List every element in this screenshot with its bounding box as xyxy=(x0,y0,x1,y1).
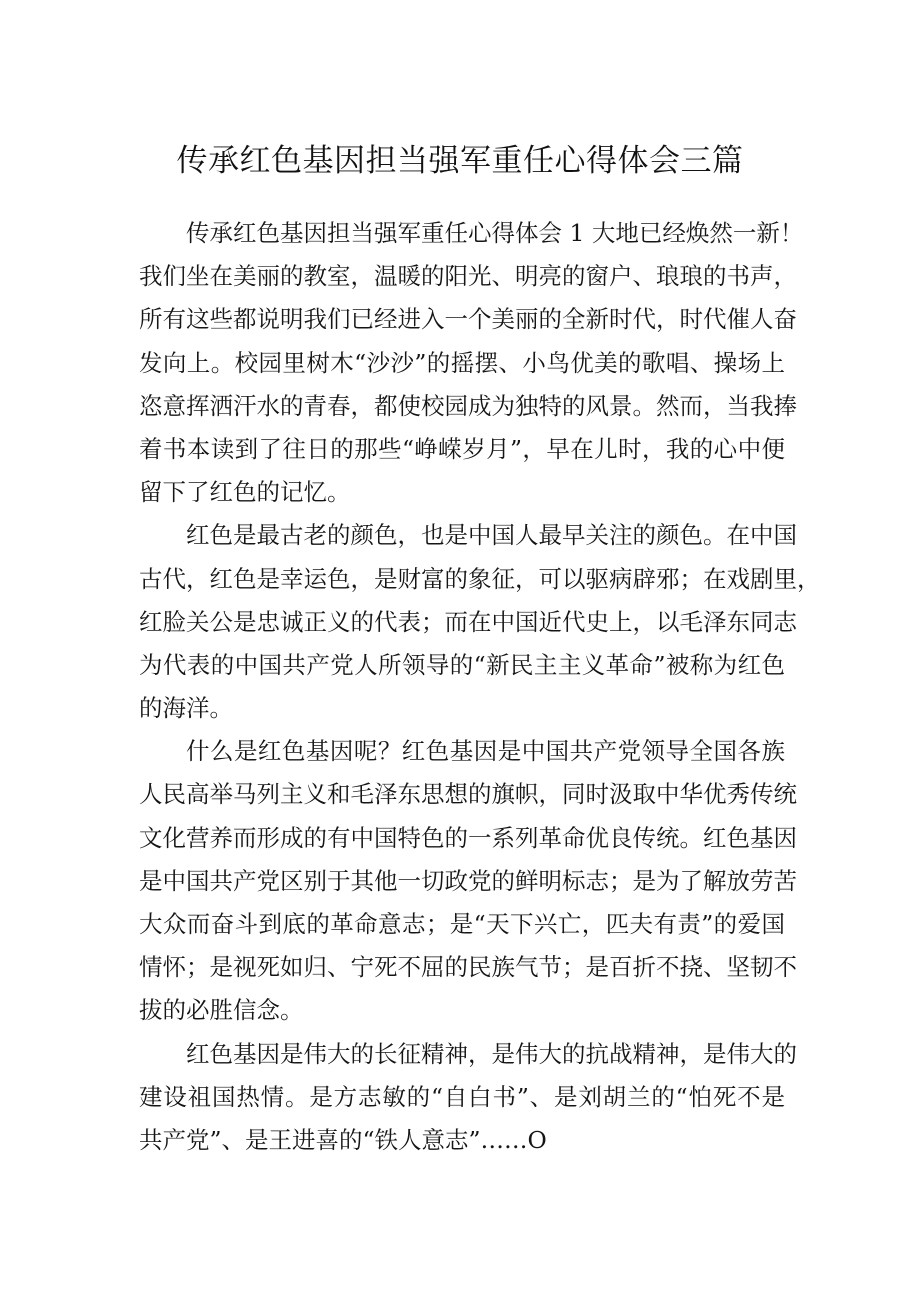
text-line: 是中国共产党区别于其他一切政党的鲜明标志；是为了解放劳苦 xyxy=(139,866,797,895)
text-line: 情怀；是视死如归、宁死不屈的民族气节；是百折不挠、坚韧不 xyxy=(139,953,797,982)
paragraph-3 xyxy=(139,730,797,1032)
text-line: 大众而奋斗到底的革命意志；是“天下兴亡，匹夫有责”的爱国 xyxy=(139,910,785,938)
text-line: 着书本读到了往日的那些“峥嵘岁月”，早在儿时，我的心中便 xyxy=(139,434,785,463)
text-line: 发向上。校园里树木“沙沙”的摇摆、小鸟优美的歌唱、操场上 xyxy=(139,348,785,377)
paragraph-2 xyxy=(139,514,821,730)
text-line: 的海洋。 xyxy=(139,694,233,723)
text-line: 古代，红色是幸运色，是财富的象征，可以驱病辟邪；在戏剧里， xyxy=(139,564,821,593)
document-body xyxy=(139,212,821,1162)
paragraph-4 xyxy=(139,1033,797,1163)
text-line: 所有这些都说明我们已经进入一个美丽的全新时代，时代催人奋 xyxy=(139,305,797,334)
paragraph-1 xyxy=(139,212,804,514)
text-line: 留下了红色的记忆。 xyxy=(139,478,351,507)
text-line: 共产党”、是王进喜的“铁人意志”……O xyxy=(139,1125,547,1154)
text-line: 文化营养而形成的有中国特色的一系列革命优良传统。红色基因 xyxy=(139,823,797,852)
text-line: 什么是红色基因呢？红色基因是中国共产党领导全国各族 xyxy=(186,737,785,766)
text-line: 建设祖国热情。是方志敏的“自白书”、是刘胡兰的“怕死不是 xyxy=(139,1082,785,1111)
text-line: 恣意挥洒汗水的青春，都使校园成为独特的风景。然而，当我捧 xyxy=(139,391,797,420)
text-line: 红色基因是伟大的长征精神，是伟大的抗战精神，是伟大的 xyxy=(186,1039,797,1068)
text-line: 传承红色基因担当强军重任心得体会 1 大地已经焕然一新！ xyxy=(186,219,804,247)
text-line: 人民高举马列主义和毛泽东思想的旗帜，同时汲取中华优秀传统 xyxy=(139,780,797,809)
text-line: 为代表的中国共产党人所领导的“新民主主义革命”被称为红色 xyxy=(139,650,785,679)
document-title: 传承红色基因担当强军重任心得体会三篇 xyxy=(176,142,744,179)
text-line: 拔的必胜信念。 xyxy=(139,996,304,1025)
text-line: 红色是最古老的颜色，也是中国人最早关注的颜色。在中国 xyxy=(186,521,797,550)
text-line: 红脸关公是忠诚正义的代表；而在中国近代史上，以毛泽东同志 xyxy=(139,607,797,636)
text-line: 我们坐在美丽的教室，温暖的阳光、明亮的窗户、琅琅的书声， xyxy=(139,262,797,291)
